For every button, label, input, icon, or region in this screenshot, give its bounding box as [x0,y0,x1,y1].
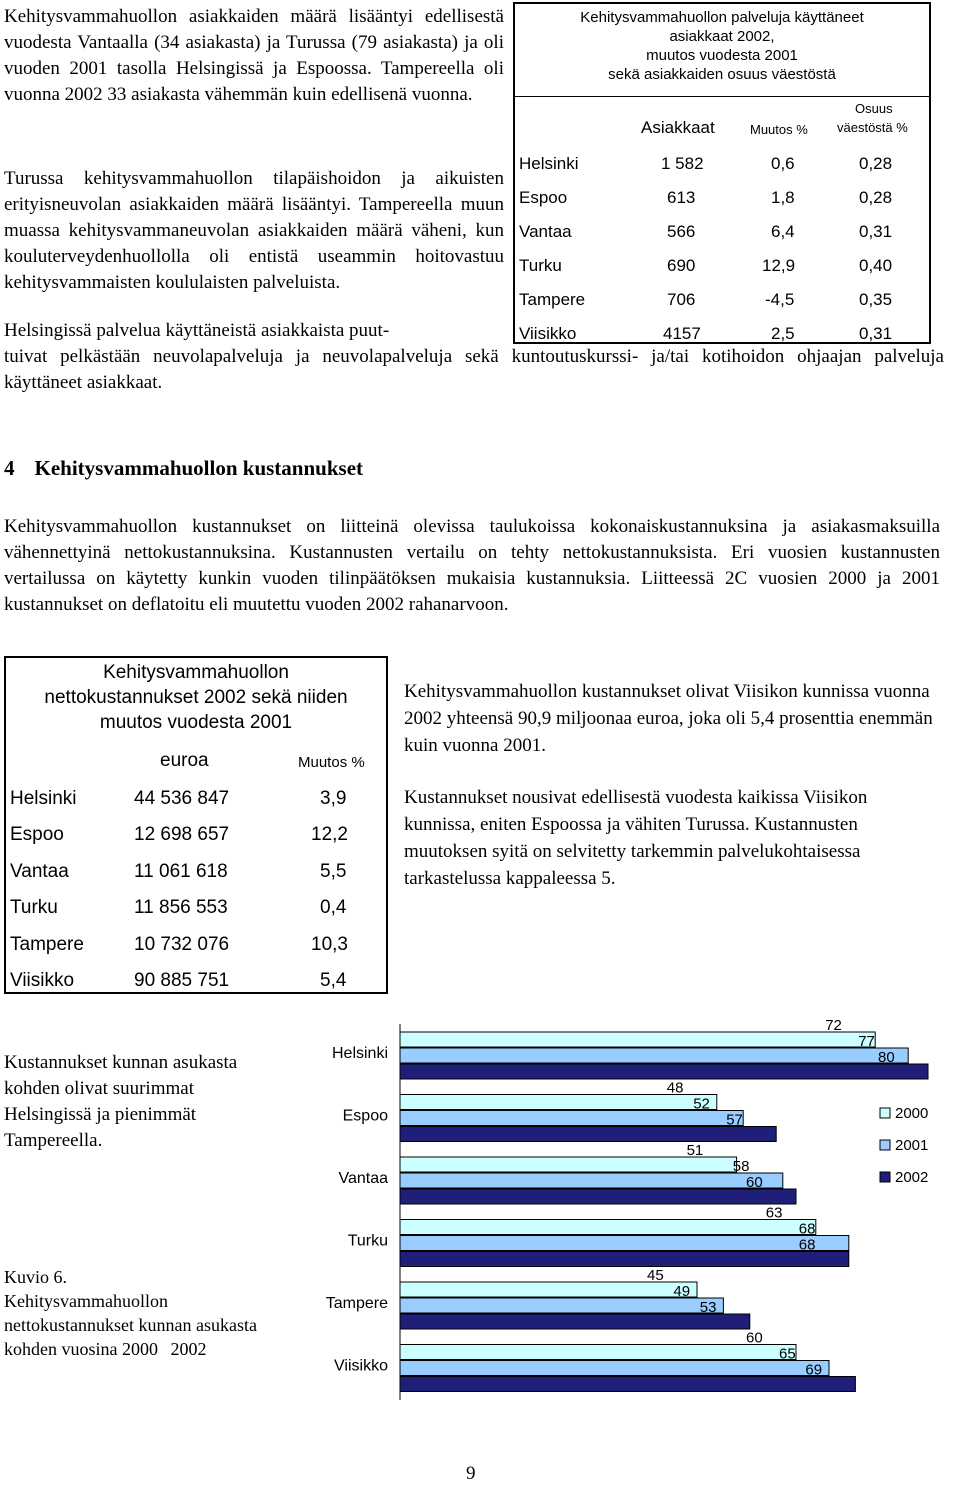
row-city: Espoo [519,188,568,207]
bar-helsinki-2000 [400,1032,875,1047]
category-label-helsinki: Helsinki [331,1045,388,1062]
row-city: Vantaa [10,861,69,882]
row-muutos: 2,5 [771,324,795,343]
bar-turku-2001 [400,1236,849,1251]
data-label-vantaa-2001: 58 [732,1158,750,1175]
section-paragraph: Kehitysvammahuollon kustannukset on liitteinä olevissa taulukoissa kokonaiskustannuksina ja asiakasmaksuilla vähennettyinä nettokustannuksina. Kustannusten vertailu on tehty nettokustannuksista. Eri vuosien kustannusten vertailussa on käytetty kunkin vuoden tilinpäätöksen mukaisia kustannuksia. Liitteessä 2C vuosien 2000 ja 2001 kustannukset on deflatoitu eli muutettu vuoden 2002 rahanarvoon. [4,516,940,615]
col-header-asiakkaat: Asiakkaat [641,118,715,137]
data-label-helsinki-2001: 77 [858,1033,875,1050]
category-label-tampere: Tampere [325,1295,388,1312]
data-label-turku-2002: 68 [798,1236,816,1254]
table-row [515,222,929,256]
bar-turku-2002 [400,1252,849,1267]
data-label-vantaa-2000: 51 [686,1142,704,1159]
cost-paragraph-2: Kustannukset nousivat edellisestä vuodesta kaikissa Viisikon kunnissa, eniten Espoossa ja vähiten Turussa. Kustannusten muutoksen syitä on selvitetty tarkemmin palvelukohtaisessa tarkastelussa kappaleessa 5. [404,787,868,889]
data-label-viisikko-2002: 69 [805,1361,823,1379]
data-label-turku-2000: 63 [765,1204,783,1222]
data-label-espoo-2000: 48 [666,1079,684,1097]
legend-swatch-2002 [880,1172,890,1182]
data-label-tampere-2002: 53 [699,1299,717,1316]
row-muutos: 10,3 [311,934,348,955]
bar-espoo-2002 [400,1127,776,1142]
row-euroa: 12 698 657 [134,824,230,845]
data-label-tampere-2001: 49 [673,1283,691,1300]
table-row [6,970,386,1006]
clients-table-title-2: asiakkaat 2002, [669,28,775,45]
net-costs-title-3: muutos vuodesta 2001 [99,712,293,733]
cost-paragraph-1: Kehitysvammahuollon kustannukset olivat Viisikon kunnissa vuonna 2002 yhteensä 90,9 miljoonaa euroa, joka oli 5,4 prosenttia enemmän kuin vuonna 2001. [404,681,933,756]
table-row [515,256,929,290]
col-header-osuus-1: Osuus [855,101,893,116]
category-label-turku: Turku [347,1232,388,1250]
row-asiakkaat: 566 [667,222,696,241]
table-row [515,324,929,358]
row-osuus: 0,40 [859,256,893,275]
row-euroa: 10 732 076 [134,934,230,955]
row-osuus: 0,28 [859,154,893,173]
table-row [515,188,929,222]
bar-tampere-2001 [400,1298,723,1313]
table-row [6,861,386,897]
col-header-euroa: euroa [160,750,209,771]
col-header-osuus-2: väestöstä % [837,120,908,135]
cost-per-resident-chart [310,1020,960,1400]
bar-turku-2000 [400,1220,816,1235]
bar-viisikko-2000 [400,1345,796,1360]
bar-vantaa-2000 [400,1157,737,1172]
bar-viisikko-2002 [400,1377,855,1392]
row-euroa: 44 536 847 [134,788,230,809]
row-city: Tampere [519,290,586,309]
bar-helsinki-2002 [400,1064,928,1079]
data-label-helsinki-2000: 72 [825,1020,842,1034]
figure-caption-label: Kuvio 6. [4,1267,67,1287]
legend-swatch-2001 [880,1140,890,1150]
bar-espoo-2001 [400,1111,743,1126]
col-header-muutos: Muutos % [750,122,808,137]
row-city: Tampere [10,934,84,955]
net-costs-table [4,656,388,994]
data-label-viisikko-2000: 60 [746,1329,763,1347]
row-city: Vantaa [519,222,572,241]
net-costs-title-2: nettokustannukset 2002 sekä niiden [44,687,348,708]
row-muutos: 12,9 [762,256,796,275]
net-costs-title-1: Kehitysvammahuollon [103,662,289,683]
bar-tampere-2000 [400,1282,697,1297]
data-label-espoo-2002: 57 [726,1111,743,1129]
row-asiakkaat: 1 582 [661,154,704,173]
row-muutos: -4,5 [765,290,795,309]
row-city: Helsinki [519,154,579,173]
clients-table-title-4: sekä asiakkaiden osuus väestöstä [608,66,836,83]
intro-paragraph-3-rest: tuivat pelkästään neuvolapalveluja ja neuvolapalveluja sekä kuntoutuskurssi- ja/tai kotihoidon ohjaajan palveluja käyttäneet asiakkaat. [4,346,944,393]
row-osuus: 0,28 [859,188,893,207]
category-label-espoo: Espoo [342,1107,388,1125]
row-muutos: 12,2 [311,824,348,845]
bar-tampere-2002 [400,1314,750,1329]
section-number: 4 [4,456,15,480]
bar-espoo-2000 [400,1095,717,1110]
row-city: Turku [519,256,562,275]
row-muutos: 6,4 [771,222,795,241]
row-city: Espoo [10,824,64,845]
table-row [515,290,929,324]
row-asiakkaat: 690 [667,256,696,275]
row-euroa: 11 061 618 [134,861,228,882]
data-label-espoo-2001: 52 [693,1095,710,1113]
row-asiakkaat: 613 [667,188,696,207]
bar-vantaa-2001 [400,1173,783,1188]
row-muutos: 5,5 [320,861,347,882]
clients-table [513,2,931,344]
table-row [6,934,386,970]
category-label-vantaa: Vantaa [338,1170,388,1187]
figure-caption-text: Kehitysvammahuollon nettokustannukset kunnan asukasta kohden vuosina 2000 2002 [4,1291,257,1359]
table-row [515,154,929,188]
row-asiakkaat: 706 [667,290,696,309]
row-euroa: 11 856 553 [134,897,228,918]
row-city: Viisikko [519,324,577,343]
clients-table-title-3: muutos vuodesta 2001 [646,47,798,64]
data-label-viisikko-2001: 65 [779,1345,796,1363]
row-asiakkaat: 4157 [663,324,701,343]
figure-caption [4,1265,274,1361]
bar-viisikko-2001 [400,1361,829,1376]
col-header-muutos: Muutos % [298,754,365,771]
row-muutos: 0,6 [771,154,795,173]
data-label-helsinki-2002: 80 [878,1049,895,1066]
bar-helsinki-2001 [400,1048,908,1063]
row-muutos: 0,4 [320,897,347,918]
clients-table-divider [515,96,929,97]
row-muutos: 3,9 [320,788,347,809]
legend-swatch-2000 [880,1108,890,1118]
intro-paragraph-1: Kehitysvammahuollon asiakkaiden määrä lisääntyi edellisestä vuodesta Vantaalla (34 asiakasta) ja Turussa (79 asiakasta) ja oli vuoden 2001 tasolla Helsingissä ja Espoossa. Tampereella oli vuonna 2002 33 asiakasta vähemmän kuin edellisenä vuonna. [4,6,504,105]
intro-paragraph-2: Turussa kehitysvammahuollon tilapäishoidon ja aikuisten erityisneuvolan asiakkaiden määrä lisääntyi. Tampereella muun muassa kehitysvammaneuvolan asiakkaiden määrä väheni, kun kouluterveydenhuollolla oli entistä useammin hoitovastuu kehitysvammaisten koululaisten palveluista. [4,168,504,293]
row-osuus: 0,31 [859,324,893,343]
section-heading [4,456,363,481]
data-label-tampere-2000: 45 [647,1267,664,1284]
intro-paragraph-3-start: Helsingissä palvelua käyttäneistä asiakkaista puut- [4,320,390,341]
page-number: 9 [466,1463,476,1484]
row-city: Turku [10,897,58,918]
table-row [6,897,386,933]
data-label-turku-2001: 68 [798,1220,816,1238]
row-osuus: 0,31 [859,222,893,241]
row-muutos: 5,4 [320,970,347,991]
row-city: Helsinki [10,788,77,809]
category-label-viisikko: Viisikko [334,1357,388,1375]
row-euroa: 90 885 751 [134,970,230,991]
chart-side-text: Kustannukset kunnan asukasta kohden olivat suurimmat Helsingissä ja pienimmät Tampereella. [4,1052,238,1151]
row-osuus: 0,35 [859,290,893,309]
legend-label-2002: 2002 [895,1169,929,1186]
row-city: Viisikko [10,970,75,991]
bar-vantaa-2002 [400,1189,796,1204]
legend-label-2000: 2000 [895,1105,929,1122]
table-row [6,788,386,824]
data-label-vantaa-2002: 60 [746,1174,763,1191]
row-muutos: 1,8 [771,188,795,207]
legend-label-2001: 2001 [895,1137,929,1154]
table-row [6,824,386,860]
clients-table-title-1: Kehitysvammahuollon palveluja käyttäneet [580,9,864,26]
section-title: Kehitysvammahuollon kustannukset [34,456,364,480]
